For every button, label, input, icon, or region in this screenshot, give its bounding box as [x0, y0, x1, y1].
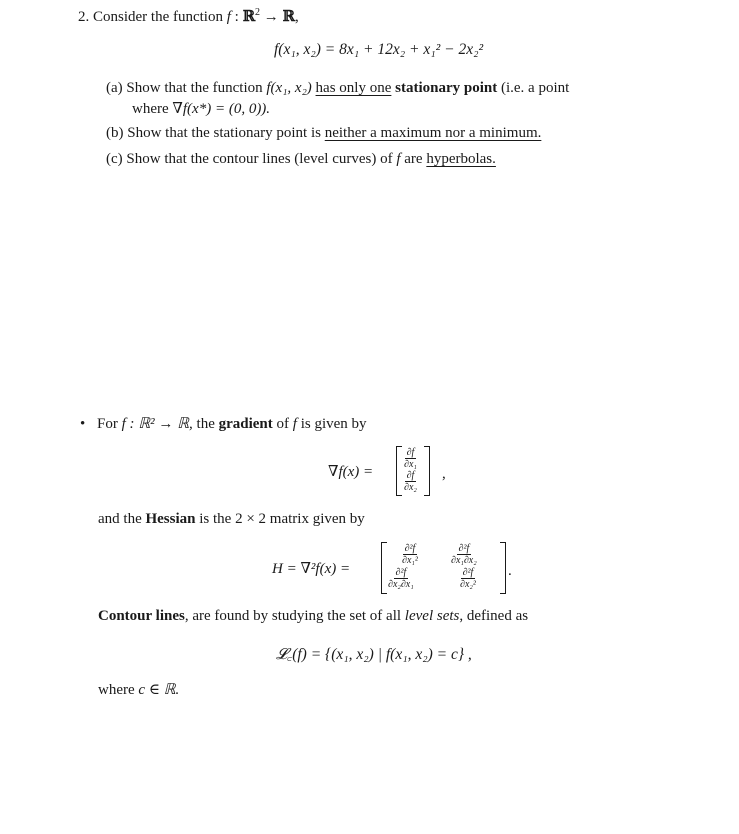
mapping-f: f: [226, 9, 231, 25]
gradient-bracket-right: [424, 446, 430, 496]
hessian-entry-22-den: ∂x₂²: [460, 579, 476, 590]
hessian-entry-22-num: ∂²f: [462, 567, 474, 578]
part-b-underlined: neither a maximum nor a minimum.: [324, 125, 542, 141]
hessian-entry-21-num: ∂²f: [395, 567, 407, 578]
where-math: c ∈ ℝ.: [138, 682, 180, 698]
hessian-entry-11-den: ∂x₁²: [402, 555, 418, 566]
hessian-entry-21: [386, 567, 416, 590]
part-c-label: (c): [106, 151, 123, 167]
contour-paragraph: [98, 608, 528, 625]
hessian-entry-12-den: ∂x₁∂x₂: [451, 555, 477, 566]
part-a-bold: stationary point: [395, 80, 498, 96]
contour-italic: level sets: [404, 608, 460, 624]
mapping-exp: 2: [255, 7, 261, 18]
hessian-entry-11-num: ∂²f: [404, 543, 416, 554]
part-a-line1: [106, 80, 569, 97]
part-c-text1: Show that the contour lines (level curves) of: [126, 151, 393, 167]
part-a-where: where: [132, 101, 169, 117]
part-a-text2: (i.e. a point: [500, 80, 570, 96]
problem-header: [78, 7, 299, 26]
level-set-definition: 𝓛꜀(f) = {(x₁, x₂) | f(x₁, x₂) = c} ,: [276, 646, 472, 663]
part-c-text2: are: [404, 151, 423, 167]
hessian-intro-1: and the: [98, 511, 142, 527]
part-c: [106, 151, 496, 168]
problem-intro: Consider the function: [93, 9, 223, 25]
hessian-entry-21-den: ∂x₂∂x₁: [388, 579, 414, 590]
gradient-intro: [80, 414, 367, 433]
contour-text-2: , defined as: [459, 608, 529, 624]
gradient-trailing: ,: [442, 466, 446, 482]
problem-number: 2.: [78, 9, 90, 25]
contour-text-1: , are found by studying the set of all: [184, 608, 402, 624]
contour-bold: Contour lines: [98, 608, 185, 624]
gradient-intro-4: is given by: [300, 416, 367, 432]
where-text: where: [98, 682, 135, 698]
where-line: [98, 680, 179, 699]
part-b: [106, 125, 541, 142]
gradient-entry-2-den: ∂x₂: [404, 482, 417, 493]
hessian-trailing: .: [508, 563, 512, 579]
hessian-bold: Hessian: [145, 511, 196, 527]
part-c-f: f: [396, 151, 401, 167]
colon: :: [230, 9, 243, 25]
part-b-text: Show that the stationary point is: [127, 125, 321, 141]
gradient-entry-1-num: ∂f: [406, 447, 415, 458]
hessian-bracket-right: [500, 542, 506, 594]
hessian-entry-11: [400, 543, 420, 566]
hessian-entry-22: [458, 567, 478, 590]
hessian-lhs: H = ∇²f(x) =: [272, 561, 351, 577]
gradient-lhs: ∇f(x) =: [328, 464, 374, 480]
mapping-codomain: ℝ: [282, 7, 296, 25]
gradient-intro-1: For: [97, 416, 118, 432]
part-c-underlined: hyperbolas.: [426, 151, 496, 167]
bullet: •: [80, 416, 86, 432]
gradient-entry-1-den: ∂x₁: [404, 459, 417, 470]
hessian-intro: [98, 511, 365, 528]
gradient-entry-2-num: ∂f: [406, 470, 415, 481]
hessian-intro-2: is the 2 × 2 matrix given by: [199, 511, 365, 527]
gradient-intro-math: f : ℝ² → ℝ,: [121, 416, 193, 432]
function-definition: f(x₁, x₂) = 8x₁ + 12x₂ + x₁² − 2x₂²: [274, 41, 484, 58]
part-a-text1: Show that the function: [126, 80, 263, 96]
hessian-entry-12-num: ∂²f: [458, 543, 470, 554]
mapping-comma: ,: [295, 9, 299, 25]
mapping-arrow: →: [263, 9, 279, 25]
gradient-intro-2: the: [196, 416, 215, 432]
gradient-bold: gradient: [218, 416, 273, 432]
part-a-math: f(x₁, x₂): [266, 80, 312, 96]
gradient-intro-3: of: [276, 416, 290, 432]
part-a-line2: [132, 99, 270, 118]
gradient-intro-f: f: [292, 416, 297, 432]
part-a-gradient-zero: ∇f(x*) = (0, 0)).: [172, 101, 271, 117]
part-b-label: (b): [106, 125, 124, 141]
gradient-entry-2: [402, 470, 419, 493]
hessian-entry-12: [449, 543, 479, 566]
part-a-underlined: has only one: [315, 80, 392, 96]
gradient-entry-1: [402, 447, 419, 470]
part-a-label: (a): [106, 80, 123, 96]
mapping-domain: ℝ: [242, 7, 256, 25]
